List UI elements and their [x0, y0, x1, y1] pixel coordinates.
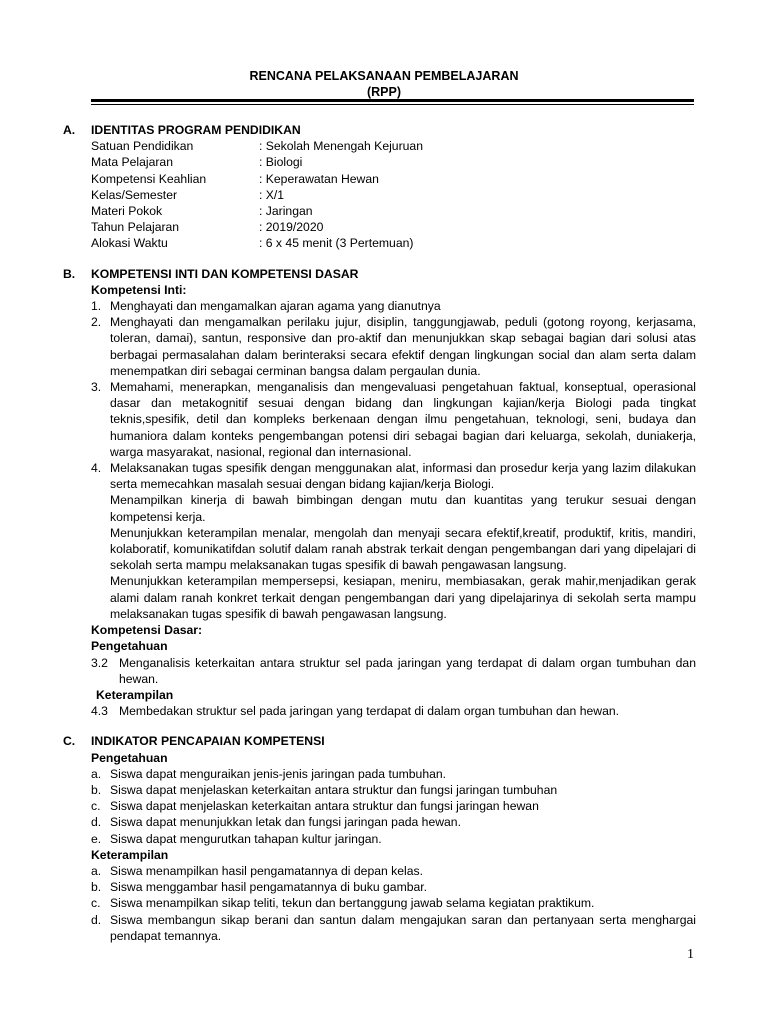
- indikator-item: [63, 879, 696, 895]
- ki-text: Memahami, menerapkan, menganalisis dan mengevaluasi pengetahuan faktual, konseptual, operasional dasar dan metakognitif sesuai dengan bidang dan lingkungan kajian/kerja Biologi pada tingkat teknis,spesifik, detil dan kompleks berkenaan dengan ilmu pengetahuan, teknologi, seni, budaya dan humaniora dalam konteks pengembangan potensi diri sebagai bagian dari keluarga, sekolah, duniakerja, warga masyarakat, nasional, regional dan internasional.: [110, 380, 696, 459]
- indikator-item: [63, 798, 696, 814]
- section-c-letter: C.: [63, 734, 76, 749]
- ki-item: [63, 298, 696, 314]
- ki-text: Menghayati dan mengamalkan ajaran agama yang dianutnya: [110, 299, 441, 314]
- section-a-heading: [63, 122, 696, 138]
- identity-label: Alokasi Waktu: [91, 236, 168, 251]
- document-title: RENCANA PELAKSANAAN PEMBELAJARAN: [249, 69, 519, 83]
- section-c-title: INDIKATOR PENCAPAIAN KOMPETENSI: [91, 734, 325, 749]
- indikator-text: Siswa menampilkan hasil pengamatannya di depan kelas.: [110, 863, 424, 878]
- section-b-heading: [63, 266, 696, 282]
- identity-row: [91, 138, 696, 154]
- identity-row: [91, 203, 696, 219]
- identity-row: [91, 171, 696, 187]
- ki-number: 3.: [91, 380, 102, 395]
- identity-label: Materi Pokok: [91, 204, 163, 219]
- identity-row: [91, 219, 696, 235]
- identity-value: : 2019/2020: [259, 220, 324, 235]
- indikator-letter: b.: [91, 782, 102, 797]
- title-rule-thin: [91, 104, 694, 105]
- identity-row: [91, 235, 696, 251]
- ki-item: [63, 460, 696, 492]
- indikator-text: Siswa dapat menguraikan jenis-jenis jaringan pada tumbuhan.: [110, 766, 447, 781]
- kd-text: Membedakan struktur sel pada jaringan yang terdapat di dalam organ tumbuhan dan hewan.: [119, 704, 620, 719]
- indikator-letter: d.: [91, 912, 102, 927]
- identity-value: : X/1: [259, 187, 285, 202]
- indikator-letter: c.: [91, 896, 101, 911]
- indikator-letter: a.: [91, 766, 102, 781]
- ki-text: Menghayati dan mengamalkan perilaku jujur, disiplin, tanggungjawab, peduli (gotong royong, kerjasama, toleran, damai), santun, responsive dan pro-aktif dan menunjukkan skap sebagai bagian dari solusi atas berbagai permasalahan dalam berinteraksi secara efektif dengan lingkungan social dan alam serta dalam menempatkan diri sebagai cerminan bangsa dalam pergaulan dunia.: [110, 315, 696, 378]
- kd-label: Kompetensi Dasar:: [91, 623, 203, 638]
- ki-label: Kompetensi Inti:: [91, 282, 187, 297]
- identity-label: Kelas/Semester: [91, 187, 178, 202]
- indikator-pengetahuan-label: Pengetahuan: [91, 750, 168, 765]
- indikator-item: [63, 814, 696, 830]
- indikator-item: [63, 766, 696, 782]
- indikator-letter: b.: [91, 880, 102, 895]
- identity-table: [63, 138, 696, 251]
- section-b-title: KOMPETENSI INTI DAN KOMPETENSI DASAR: [91, 266, 359, 281]
- ki-number: 2.: [91, 315, 102, 330]
- document-subtitle: (RPP): [366, 85, 402, 99]
- section-gap: [63, 719, 696, 733]
- identity-label: Tahun Pelajaran: [91, 220, 180, 235]
- identity-row: [91, 154, 696, 170]
- indikator-letter: e.: [91, 831, 102, 846]
- indikator-item: [63, 912, 696, 944]
- identity-label: Satuan Pendidikan: [91, 139, 194, 154]
- ki-item: [63, 379, 696, 460]
- ki4-paragraph: Menampilkan kinerja di bawah bimbingan dengan mutu dan kuantitas yang terukur sesuai dengan kompetensi kerja.: [110, 493, 696, 524]
- identity-value: : 6 x 45 menit (3 Pertemuan): [259, 236, 414, 251]
- identity-label: Kompetensi Keahlian: [91, 171, 207, 186]
- indikator-letter: a.: [91, 863, 102, 878]
- kd-keterampilan-label: Keterampilan: [96, 687, 174, 702]
- identity-row: [91, 187, 696, 203]
- ki-number: 1.: [91, 299, 102, 314]
- indikator-text: Siswa dapat menjelaskan keterkaitan antara struktur dan fungsi jaringan tumbuhan: [110, 782, 558, 797]
- identity-value: : Biologi: [259, 155, 303, 170]
- section-c-heading: [63, 733, 696, 749]
- ki4-paragraph: Menunjukkan keterampilan menalar, mengolah dan menyaji secara efektif,kreatif, produktif, kritis, mandiri, kolaboratif, komunikatifdan solutif dalam ranah abstrak terkait dengan pengembangan dari yang dipelajari di sekolah serta mampu melaksanakan tugas spesifik di bawah pengawasan langsung.: [110, 525, 696, 573]
- identity-value: : Sekolah Menengah Kejuruan: [259, 139, 423, 154]
- ki4-paragraph: Menunjukkan keterampilan mempersepsi, kesiapan, meniru, membiasakan, gerak mahir,menjadikan gerak alami dalam ranah konkret terkait dengan pengembangan dari yang dipelajarinya di sekolah serta mampu melaksanakan tugas spesifik di bawah pengawasan langsung.: [110, 574, 696, 621]
- indikator-text: Siswa membangun sikap berani dan santun dalam mengajukan saran dan pertanyaan serta menghargai pendapat temannya.: [110, 912, 696, 943]
- indikator-text: Siswa menggambar hasil pengamatannya di buku gambar.: [110, 880, 428, 895]
- document-title-block: [0, 68, 768, 100]
- indikator-item: [63, 863, 696, 879]
- indikator-letter: d.: [91, 815, 102, 830]
- indikator-text: Siswa dapat menunjukkan letak dan fungsi jaringan pada hewan.: [110, 815, 461, 830]
- indikator-keterampilan-label: Keterampilan: [91, 847, 169, 862]
- indikator-item: [63, 782, 696, 798]
- section-a-letter: A.: [63, 123, 76, 137]
- ki-item: [63, 314, 696, 379]
- kd-number: 4.3: [91, 704, 108, 719]
- indikator-item: [63, 831, 696, 847]
- section-gap: [63, 252, 696, 266]
- ki-number: 4.: [91, 461, 102, 476]
- indikator-text: Siswa menampilkan sikap teliti, tekun dan bertanggung jawab selama kegiatan praktikum.: [110, 896, 595, 911]
- indikator-letter: c.: [91, 799, 101, 814]
- kd-number: 3.2: [91, 655, 108, 670]
- indikator-item: [63, 895, 696, 911]
- section-b-letter: B.: [63, 266, 76, 281]
- indikator-text: Siswa dapat menjelaskan keterkaitan antara struktur dan fungsi jaringan hewan: [110, 799, 539, 814]
- page-number: 1: [687, 947, 694, 962]
- kd-text: Menganalisis keterkaitan antara struktur sel pada jaringan yang terdapat di dalam organ tumbuhan dan hewan.: [119, 655, 696, 686]
- ki-text: Melaksanakan tugas spesifik dengan menggunakan alat, informasi dan prosedur kerja yang lazim dilakukan serta memecahkan masalah sesuai dengan bidang kajian/kerja Biologi.: [110, 461, 696, 492]
- kd-item: [63, 655, 696, 687]
- indikator-text: Siswa dapat mengurutkan tahapan kultur jaringan.: [110, 831, 382, 846]
- identity-value: : Jaringan: [259, 204, 313, 219]
- kd-item: [63, 703, 696, 719]
- section-a-title: IDENTITAS PROGRAM PENDIDIKAN: [91, 123, 301, 137]
- kd-pengetahuan-label: Pengetahuan: [91, 639, 168, 654]
- document-body: [63, 122, 696, 944]
- identity-label: Mata Pelajaran: [91, 155, 173, 170]
- identity-value: : Keperawatan Hewan: [259, 171, 379, 186]
- title-rule-thick: [91, 99, 694, 102]
